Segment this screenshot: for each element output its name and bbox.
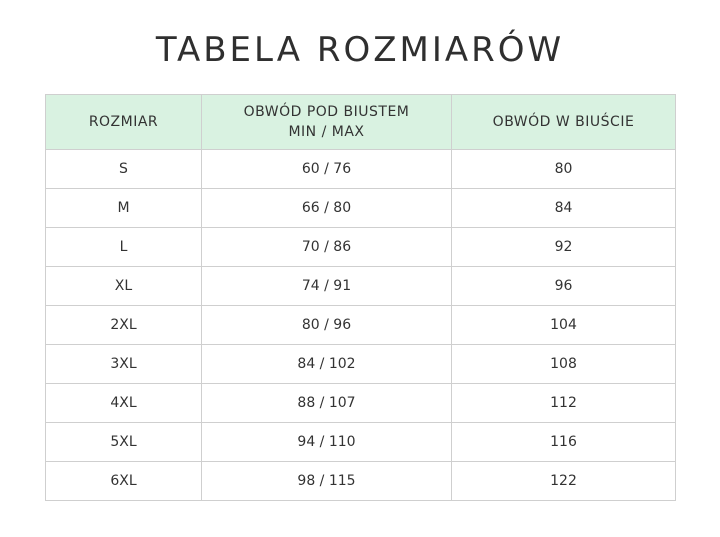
cell-underbust: 98 / 115 <box>202 462 452 501</box>
cell-size: 2XL <box>46 306 202 345</box>
header-underbust-line2: MIN / MAX <box>288 124 365 140</box>
cell-bust: 92 <box>452 228 676 267</box>
table-row <box>46 345 676 384</box>
cell-bust: 96 <box>452 267 676 306</box>
table-row <box>46 306 676 345</box>
cell-underbust: 80 / 96 <box>202 306 452 345</box>
cell-size: 6XL <box>46 462 202 501</box>
cell-size: 4XL <box>46 384 202 423</box>
header-bust <box>452 95 676 150</box>
table-row <box>46 189 676 228</box>
table-row <box>46 423 676 462</box>
table-row <box>46 462 676 501</box>
size-table <box>45 94 676 501</box>
cell-underbust: 74 / 91 <box>202 267 452 306</box>
header-size <box>46 95 202 150</box>
header-bust-label: OBWÓD W BIUŚCIE <box>492 114 635 130</box>
cell-underbust: 66 / 80 <box>202 189 452 228</box>
cell-bust: 104 <box>452 306 676 345</box>
header-underbust-line1: OBWÓD POD BIUSTEM <box>243 104 410 120</box>
table-row <box>46 267 676 306</box>
cell-underbust: 70 / 86 <box>202 228 452 267</box>
cell-underbust: 94 / 110 <box>202 423 452 462</box>
table-row <box>46 384 676 423</box>
cell-underbust: 88 / 107 <box>202 384 452 423</box>
cell-bust: 112 <box>452 384 676 423</box>
cell-bust: 80 <box>452 150 676 189</box>
cell-size: S <box>46 150 202 189</box>
table-row <box>46 228 676 267</box>
cell-underbust: 84 / 102 <box>202 345 452 384</box>
cell-size: M <box>46 189 202 228</box>
table-row <box>46 150 676 189</box>
cell-bust: 108 <box>452 345 676 384</box>
table-header-row <box>46 95 676 150</box>
cell-bust: 122 <box>452 462 676 501</box>
cell-size: 3XL <box>46 345 202 384</box>
cell-size: 5XL <box>46 423 202 462</box>
header-size-label: ROZMIAR <box>88 114 159 130</box>
cell-size: L <box>46 228 202 267</box>
cell-size: XL <box>46 267 202 306</box>
page-title: TABELA ROZMIARÓW <box>155 30 565 70</box>
cell-bust: 116 <box>452 423 676 462</box>
header-underbust <box>202 95 452 150</box>
cell-underbust: 60 / 76 <box>202 150 452 189</box>
cell-bust: 84 <box>452 189 676 228</box>
